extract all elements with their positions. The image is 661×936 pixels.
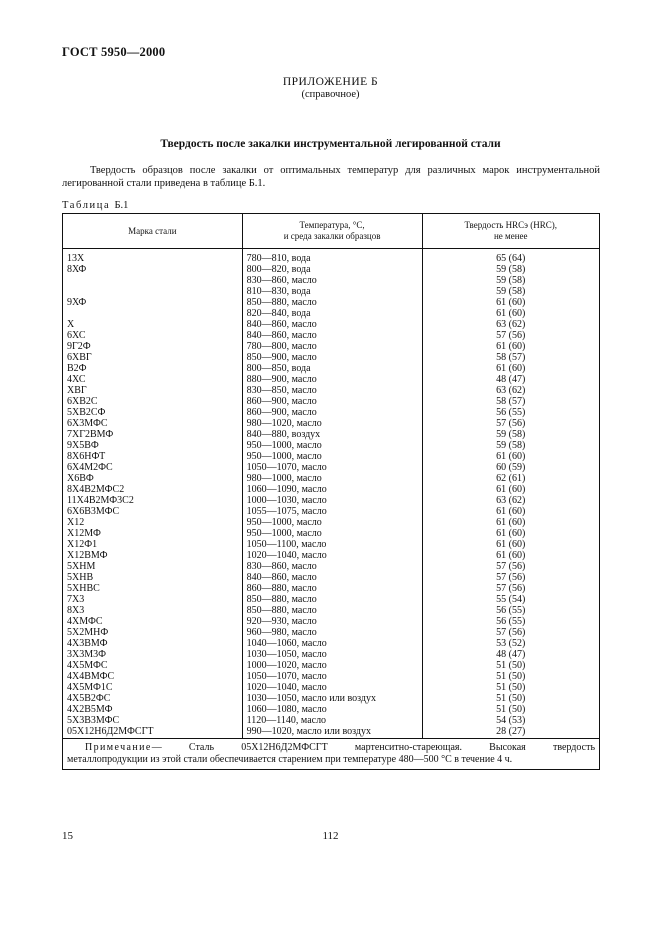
temperature-cell: 1030—1050, масло [246,649,327,660]
grade-cell: 05Х12Н6Д2МФСГТ [67,726,154,737]
header-hardness [422,214,600,249]
grade-cell: 8Х6НФТ [67,451,106,462]
hardness-cell: 56 (55) [496,605,526,616]
hardness-cell: 57 (56) [496,330,526,341]
grade-cell: 8Х4В2МФС2 [67,484,125,495]
hardness-cell: 61 (60) [496,506,526,517]
grade-cell: Х12МФ [67,528,101,539]
grade-cell: 6ХС [67,330,86,341]
grade-cell: ХВГ [67,385,87,396]
grade-cell: 4Х5В2ФС [67,693,111,704]
temperature-cell: 840—860, масло [246,319,317,330]
hardness-cell: 58 (57) [496,352,526,363]
temperature-cell: 1050—1070, масло [246,462,327,473]
hardness-cell: 61 (60) [496,341,526,352]
temperature-cell: 840—880, воздух [246,429,321,440]
grade-cell: Х12ВМФ [67,550,108,561]
grade-cell: 6ХВГ [67,352,92,363]
hardness-cell: 57 (56) [496,583,526,594]
hardness-cell: 61 (60) [496,297,526,308]
grade-cell: Х12 [67,517,85,528]
grade-cell: 8ХФ [67,264,87,275]
temperature-cell: 830—860, масло [246,275,317,286]
hardness-cell: 61 (60) [496,308,526,319]
hardness-cell: 61 (60) [496,517,526,528]
grade-cell: 4ХМФС [67,616,103,627]
grade-cell: 9ХФ [67,297,87,308]
temperature-cell: 850—880, масло [246,297,317,308]
grade-cell: 4Х5МФС [67,660,108,671]
hardness-cell: 62 (61) [496,473,526,484]
hardness-cell: 48 (47) [496,374,526,385]
temperature-cell: 960—980, масло [246,627,317,638]
section-title: Твердость после закалки инструментальной легированной стали [160,138,501,150]
hardness-cell: 28 (27) [496,726,526,737]
hardness-cell: 59 (58) [496,286,526,297]
hardness-cell: 56 (55) [496,407,526,418]
hardness-cell: 60 (59) [496,462,526,473]
temperature-column [242,253,422,739]
hardness-cell: 55 (54) [496,594,526,605]
table-body-row [63,253,600,739]
grade-cell: 6Х4М2ФС [67,462,113,473]
temperature-cell: 1040—1060, масло [246,638,327,649]
hardness-cell: 51 (50) [496,671,526,682]
grade-cell: 9Х5ВФ [67,440,99,451]
table-note [63,739,600,770]
grade-cell: 7ХГ2ВМФ [67,429,114,440]
table-caption [62,200,128,211]
temperature-cell: 950—1000, масло [246,451,322,462]
grade-cell: 4Х5МФ1С [67,682,113,693]
hardness-cell: 61 (60) [496,550,526,561]
grade-cell: 3Х3М3Ф [67,649,107,660]
hardness-cell: 61 (60) [496,528,526,539]
intro-paragraph: Твердость образцов после закалки от оптимальных температур для различных марок инструментальной легированной стали приведена в таблице Б.1. [62,165,600,189]
hardness-cell: 54 (53) [496,715,526,726]
hardness-cell: 53 (52) [496,638,526,649]
hardness-cell: 59 (58) [496,275,526,286]
hardness-column [422,253,600,739]
temperature-cell: 920—930, масло [246,616,317,627]
hardness-cell: 61 (60) [496,363,526,374]
grade-cell: 4Х4ВМФС [67,671,115,682]
grade-cell [67,275,242,286]
temperature-cell: 850—900, масло [246,352,317,363]
temperature-cell: 1050—1100, масло [246,539,327,550]
hardness-cell: 61 (60) [496,451,526,462]
temperature-cell: 850—880, масло [246,605,317,616]
grade-cell [67,308,242,319]
temperature-cell: 980—1020, масло [246,418,322,429]
header-temperature-line2: и среда закалки образцов [283,231,381,241]
grade-cell: Х6ВФ [67,473,94,484]
temperature-cell: 950—1000, масло [246,517,322,528]
document-code: ГОСТ 5950—2000 [62,45,166,59]
temperature-cell: 780—800, масло [246,341,317,352]
temperature-cell: 980—1000, масло [246,473,322,484]
hardness-cell: 61 (60) [496,539,526,550]
temperature-cell: 1060—1090, масло [246,484,327,495]
temperature-cell: 1120—1140, масло [246,715,327,726]
hardness-cell: 57 (56) [496,572,526,583]
header-temperature-line1: Температура, °С, [299,220,365,230]
temperature-cell: 830—860, масло [246,561,317,572]
grade-cell: 7Х3 [67,594,85,605]
grade-cell: 4ХС [67,374,86,385]
temperature-cell: 800—850, вода [246,363,311,374]
grade-cell: 5Х3В3МФС [67,715,120,726]
grade-cell: 13Х [67,253,85,264]
hardness-cell: 57 (56) [496,627,526,638]
note-text-1: — Сталь 05Х12Н6Д2МФСГТ мартенситно-стареющая. Высокая твердость [151,742,595,753]
grade-cell: Х [67,319,75,330]
temperature-cell: 820—840, вода [246,308,311,319]
temperature-cell: 1020—1040, масло [246,550,327,561]
header-temperature [242,214,422,249]
grade-cell: 5Х2МНФ [67,627,109,638]
hardness-cell: 65 (64) [496,253,526,264]
temperature-cell: 1060—1080, масло [246,704,327,715]
grade-column [63,253,243,739]
temperature-cell: 1020—1040, масло [246,682,327,693]
temperature-cell: 1055—1075, масло [246,506,327,517]
temperature-cell: 810—830, вода [246,286,311,297]
grade-cell: Х12Ф1 [67,539,98,550]
hardness-cell: 48 (47) [496,649,526,660]
hardness-table [62,213,600,770]
note-line2: металлопродукции из этой стали обеспечивается старением при температуре 480—500 °С в течение 4 ч. [67,754,513,765]
grade-cell: 6Х3МФС [67,418,108,429]
header-hardness-line2: не менее [493,231,528,241]
hardness-cell: 51 (50) [496,660,526,671]
table-caption-label: Таблица [62,200,111,211]
grade-cell: 5ХНВ [67,572,94,583]
temperature-cell: 840—860, масло [246,330,317,341]
temperature-cell: 860—900, масло [246,396,317,407]
grade-cell: 11Х4В2МФ3С2 [67,495,134,506]
temperature-cell: 1030—1050, масло или воздух [246,693,377,704]
temperature-cell: 950—1000, масло [246,528,322,539]
header-hardness-line1: Твердость HRCэ (HRC), [464,220,558,230]
grade-cell: 9Г2Ф [67,341,91,352]
temperature-cell: 1000—1030, масло [246,495,327,506]
temperature-cell: 1000—1020, масло [246,660,327,671]
hardness-cell: 57 (56) [496,418,526,429]
temperature-cell: 990—1020, масло или воздух [246,726,372,737]
hardness-cell: 51 (50) [496,682,526,693]
temperature-cell: 780—810, вода [246,253,311,264]
temperature-cell: 880—900, масло [246,374,317,385]
temperature-cell: 850—880, масло [246,594,317,605]
hardness-cell: 57 (56) [496,561,526,572]
grade-cell: 5ХНМ [67,561,96,572]
note-label: Примечание [85,742,152,753]
page-number: 112 [322,830,339,842]
table-caption-number: Б.1 [114,200,129,211]
hardness-cell: 61 (60) [496,484,526,495]
temperature-cell: 830—850, масло [246,385,317,396]
temperature-cell: 840—860, масло [246,572,317,583]
hardness-cell: 51 (50) [496,704,526,715]
temperature-cell: 1050—1070, масло [246,671,327,682]
grade-cell: В2Ф [67,363,87,374]
appendix-title: ПРИЛОЖЕНИЕ Б [282,76,379,88]
grade-cell: 4Х3ВМФ [67,638,108,649]
hardness-cell: 59 (58) [496,429,526,440]
grade-cell: 4Х2В5МФ [67,704,113,715]
grade-cell: 8Х3 [67,605,85,616]
hardness-cell: 59 (58) [496,264,526,275]
hardness-cell: 56 (55) [496,616,526,627]
temperature-cell: 800—820, вода [246,264,311,275]
hardness-cell: 63 (62) [496,385,526,396]
grade-cell: 6ХВ2С [67,396,98,407]
footer-number: 15 [62,830,73,842]
header-steel-grade: Марка стали [63,214,243,249]
note-line1 [67,742,595,754]
temperature-cell: 950—1000, масло [246,440,322,451]
hardness-cell: 51 (50) [496,693,526,704]
appendix-subtitle: (справочное) [301,89,360,100]
grade-cell [67,286,242,297]
temperature-cell: 860—900, масло [246,407,317,418]
hardness-cell: 58 (57) [496,396,526,407]
grade-cell: 5ХНВС [67,583,100,594]
temperature-cell: 860—880, масло [246,583,317,594]
grade-cell: 5ХВ2СФ [67,407,106,418]
hardness-cell: 63 (62) [496,319,526,330]
grade-cell: 6Х6В3МФС [67,506,120,517]
hardness-cell: 59 (58) [496,440,526,451]
hardness-cell: 63 (62) [496,495,526,506]
